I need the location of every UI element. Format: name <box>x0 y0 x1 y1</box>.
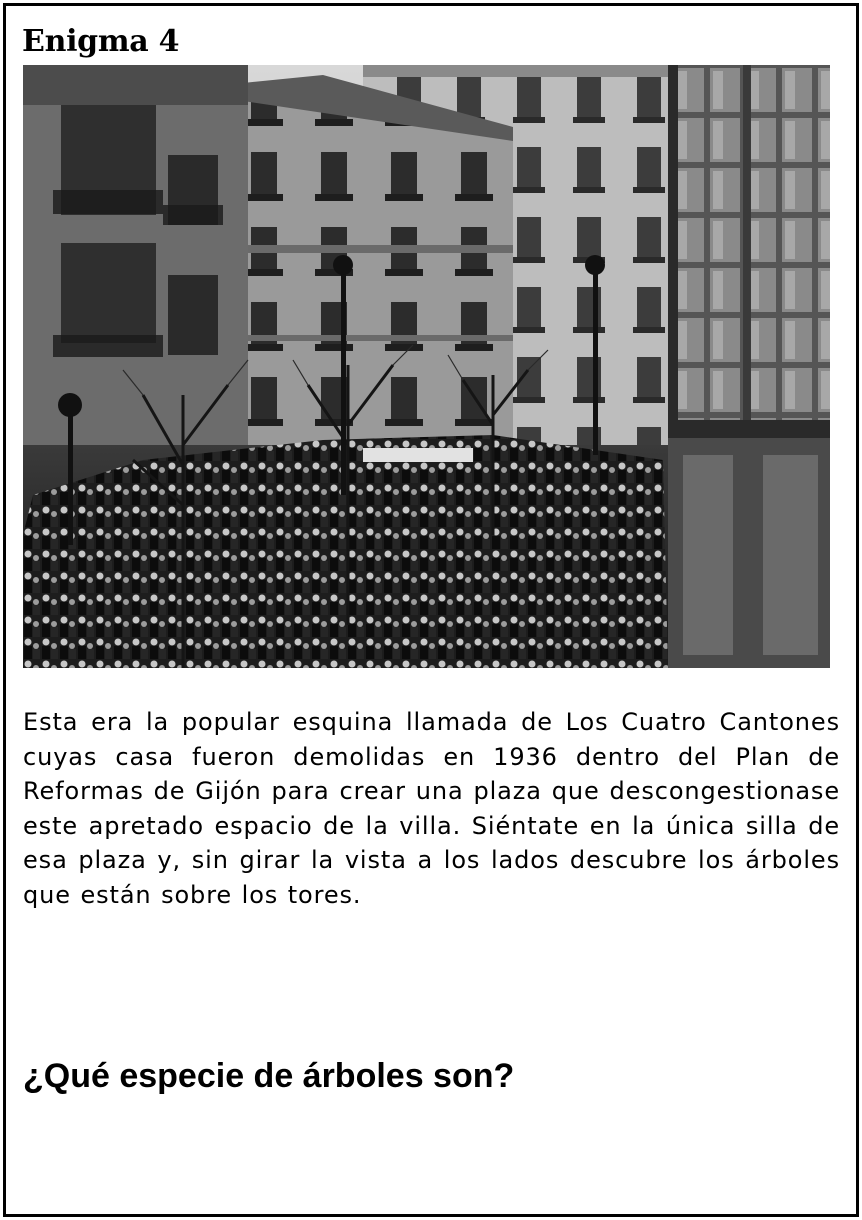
puzzle-card <box>3 3 859 1217</box>
historic-photo-illustration <box>23 65 830 668</box>
card-title: Enigma 4 <box>22 24 180 59</box>
description-paragraph: Esta era la popular esquina llamada de Los Cuatro Cantones cuyas casa fueron demolidas en 1936 dentro del Plan de Reformas de Gijón para crear una plaza que descongestionase este apretado espacio de la villa. Siéntate en la única silla de esa plaza y, sin girar la vista a los lados descubre los árboles que están sobre los tores. <box>23 708 840 909</box>
question-text: ¿Qué especie de árboles son? <box>23 1057 515 1095</box>
historic-photo <box>23 65 830 668</box>
